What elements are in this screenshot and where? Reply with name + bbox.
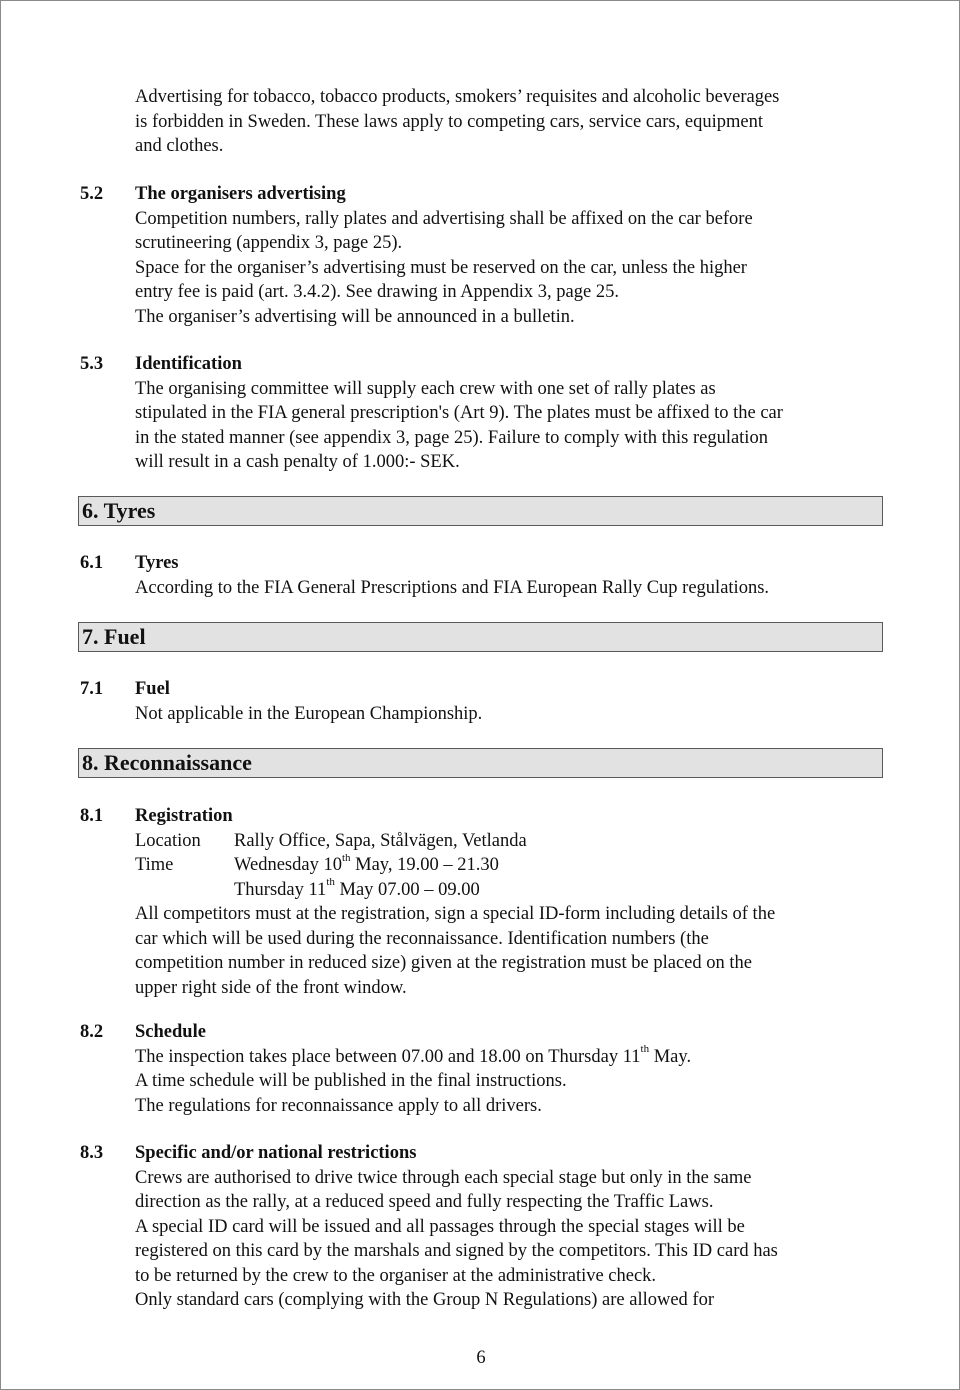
- paragraph-line: scrutineering (appendix 3, page 25).: [135, 233, 403, 253]
- section-title: Registration: [135, 806, 233, 826]
- registration-time-row: [135, 878, 900, 903]
- section-number: 7.1: [80, 679, 104, 699]
- section-number: 5.2: [80, 184, 104, 204]
- page-number: 6: [476, 1348, 486, 1368]
- registration-location-row: [135, 829, 900, 854]
- paragraph-line: to be returned by the crew to the organiser at the administrative check.: [135, 1265, 657, 1286]
- chapter-heading-reconnaissance: 8. Reconnaissance: [78, 748, 883, 778]
- paragraph-line: A time schedule will be published in the final instructions.: [135, 1071, 567, 1091]
- paragraph-line: Competition numbers, rally plates and advertising shall be affixed on the car before: [135, 208, 753, 229]
- intro-paragraph: [135, 85, 915, 159]
- paragraph-line: in the stated manner (see appendix 3, page 25). Failure to comply with this regulation: [135, 427, 768, 448]
- time-value: Thursday 11th May 07.00 – 09.00: [234, 876, 480, 900]
- paragraph-line: direction as the rally, at a reduced speed and fully respecting the Traffic Laws.: [135, 1192, 714, 1212]
- paragraph-line: and clothes.: [135, 136, 224, 156]
- paragraph-line: stipulated in the FIA general prescription's (Art 9). The plates must be affixed to the car: [135, 403, 783, 423]
- paragraph-line: Space for the organiser’s advertising must be reserved on the car, unless the higher: [135, 257, 747, 278]
- paragraph-line: entry fee is paid (art. 3.4.2). See drawing in Appendix 3, page 25.: [135, 282, 619, 302]
- registration-time-row: [135, 853, 900, 878]
- paragraph-line: competition number in reduced size) given at the registration must be placed on the: [135, 953, 752, 973]
- section-title: Schedule: [135, 1022, 206, 1042]
- paragraph-line: Advertising for tobacco, tobacco products, smokers’ requisites and alcoholic beverages: [135, 87, 780, 107]
- paragraph-line: car which will be used during the reconnaissance. Identification numbers (the: [135, 928, 709, 949]
- section-title: Identification: [135, 354, 242, 374]
- ordinal-suffix: th: [326, 876, 335, 889]
- paragraph-line: According to the FIA General Prescriptions and FIA European Rally Cup regulations.: [135, 577, 770, 598]
- paragraph-line: The organiser’s advertising will be announced in a bulletin.: [135, 306, 575, 327]
- section-number: 8.3: [80, 1143, 104, 1163]
- paragraph-line: will result in a cash penalty of 1.000:- SEK.: [135, 452, 460, 472]
- paragraph-line: Only standard cars (complying with the Group N Regulations) are allowed for: [135, 1290, 715, 1310]
- paragraph-line: is forbidden in Sweden. These laws apply to competing cars, service cars, equipment: [135, 111, 763, 132]
- section-5-3: [80, 352, 900, 475]
- section-8-1: [80, 804, 900, 1000]
- section-number: 8.2: [80, 1022, 104, 1042]
- chapter-heading-tyres: 6. Tyres: [78, 496, 883, 526]
- section-number: 8.1: [80, 806, 104, 826]
- section-title: Specific and/or national restrictions: [135, 1143, 417, 1163]
- chapter-heading-fuel: 7. Fuel: [78, 622, 883, 652]
- paragraph-line: The inspection takes place between 07.00 and 18.00 on Thursday 11th May.: [135, 1043, 692, 1067]
- paragraph-line: Not applicable in the European Championship.: [135, 703, 483, 724]
- paragraph-line: upper right side of the front window.: [135, 977, 407, 998]
- ordinal-suffix: th: [640, 1043, 650, 1056]
- time-value: Wednesday 10th May, 19.00 – 21.30: [234, 851, 499, 875]
- paragraph-line: registered on this card by the marshals and signed by the competitors. This ID card has: [135, 1241, 778, 1261]
- section-number: 6.1: [80, 553, 104, 573]
- paragraph-line: The regulations for reconnaissance apply to all drivers.: [135, 1095, 542, 1116]
- section-8-2: [80, 1020, 900, 1118]
- paragraph-line: A special ID card will be issued and all passages through the special stages will be: [135, 1216, 745, 1237]
- section-6-1: [80, 551, 900, 600]
- section-5-2: [80, 182, 900, 329]
- ordinal-suffix: th: [341, 851, 351, 864]
- time-label: Time: [135, 855, 174, 875]
- location-label: Location: [135, 830, 201, 851]
- location-value: Rally Office, Sapa, Stålvägen, Vetlanda: [234, 830, 527, 851]
- section-8-3: [80, 1141, 900, 1313]
- section-title: The organisers advertising: [135, 184, 346, 204]
- section-7-1: [80, 677, 900, 726]
- paragraph-line: The organising committee will supply each crew with one set of rally plates as: [135, 378, 716, 399]
- paragraph-line: Crews are authorised to drive twice through each special stage but only in the same: [135, 1167, 752, 1188]
- section-title: Tyres: [135, 553, 179, 573]
- paragraph-line: All competitors must at the registration, sign a special ID-form including details of the: [135, 904, 776, 924]
- section-number: 5.3: [80, 354, 104, 374]
- section-title: Fuel: [135, 679, 170, 699]
